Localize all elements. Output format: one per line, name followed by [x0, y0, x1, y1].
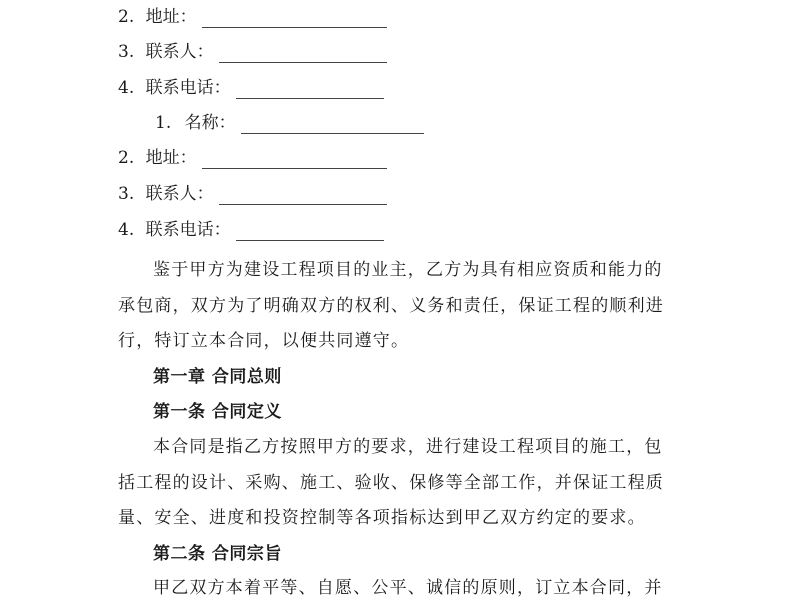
preamble-line-1: 鉴于甲方为建设工程项目的业主，乙方为具有相应资质和能力的 [153, 260, 663, 280]
preamble-line-2: 承包商，双方为了明确双方的权利、义务和责任，保证工程的顺利进 [118, 296, 664, 316]
article-heading: 第一条 合同定义 [153, 402, 282, 422]
field-number: 2. [118, 148, 135, 168]
chapter-heading: 第一章 合同总则 [153, 367, 282, 387]
party-b-phone-line [118, 215, 384, 245]
phone-blank[interactable] [236, 76, 384, 99]
field-number: 2. [118, 7, 135, 27]
party-b-contact-line [118, 179, 387, 209]
party-b-name-line [155, 108, 424, 138]
field-number: 4. [118, 78, 135, 98]
field-number: 4. [118, 220, 135, 240]
contact-blank[interactable] [219, 40, 387, 63]
preamble-line-3: 行，特订立本合同，以便共同遵守。 [118, 331, 410, 351]
field-label: 地址： [145, 7, 197, 27]
contact-blank[interactable] [219, 182, 387, 205]
party-a-address-line [118, 2, 387, 32]
party-b-address-line [118, 143, 387, 173]
field-number: 3. [118, 42, 135, 62]
address-blank[interactable] [202, 146, 387, 169]
article1-line-2: 括工程的设计、采购、施工、验收、保修等全部工作，并保证工程质 [118, 473, 664, 493]
article1-line-1: 本合同是指乙方按照甲方的要求，进行建设工程项目的施工，包 [153, 437, 663, 457]
phone-blank[interactable] [236, 218, 384, 241]
field-label: 联系电话： [145, 78, 231, 98]
party-a-contact-line [118, 37, 387, 67]
name-blank[interactable] [241, 111, 424, 134]
field-number: 1. [155, 113, 172, 133]
field-label: 名称： [184, 113, 236, 133]
field-number: 3. [118, 184, 135, 204]
address-blank[interactable] [202, 5, 387, 28]
article-heading: 第二条 合同宗旨 [153, 544, 282, 564]
party-a-phone-line [118, 73, 384, 103]
article1-line-3: 量、安全、进度和投资控制等各项指标达到甲乙双方约定的要求。 [118, 508, 646, 528]
field-label: 联系人： [145, 42, 214, 62]
article2-line-1: 甲乙双方本着平等、自愿、公平、诚信的原则，订立本合同，并 [153, 578, 663, 598]
field-label: 联系电话： [145, 220, 231, 240]
field-label: 联系人： [145, 184, 214, 204]
field-label: 地址： [145, 148, 197, 168]
